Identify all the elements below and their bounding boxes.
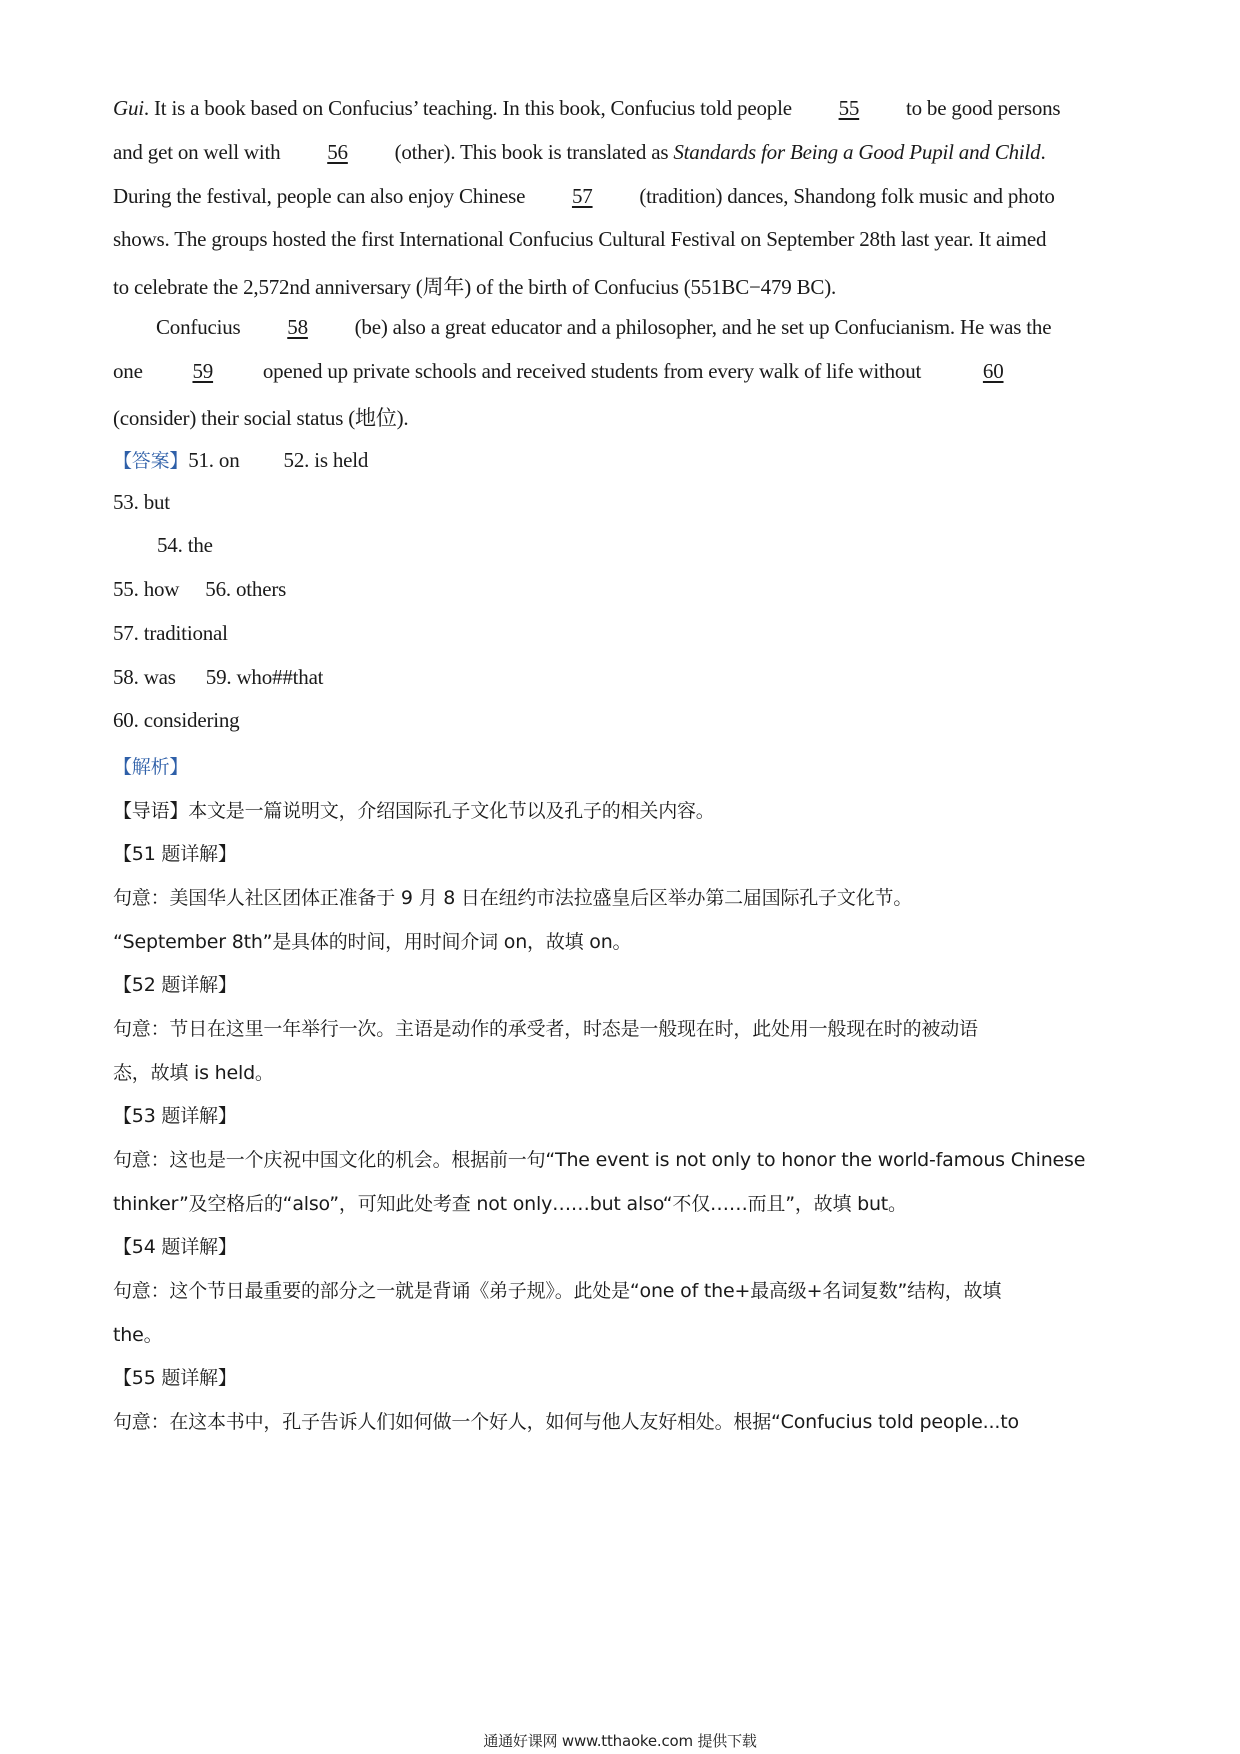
- passage-line-4: shows. The groups hosted the first International Confucius Cultural Festival on September 28th last year. It aimed: [113, 227, 1047, 251]
- answer-52: 52. is held: [283, 448, 369, 472]
- passage-line-3: [113, 184, 1055, 209]
- passage-line-5: to celebrate the 2,572nd anniversary (周年) of the birth of Confucius (551BC−479 BC).: [113, 275, 837, 299]
- text-span: (other). This book is translated as: [389, 140, 674, 164]
- passage-line-1: [113, 96, 1060, 121]
- q55-line-1: 句意：在这本书中，孔子告诉人们如何做一个好人，如何与他人友好相处。根据“Confucius told people...to: [113, 1411, 1019, 1433]
- q51-heading: 【51 题详解】: [113, 843, 237, 865]
- page-footer: 通通好课网 www.tthaoke.com 提供下载: [483, 1732, 757, 1750]
- blank-55: 55: [838, 96, 860, 120]
- q52-line-1: 句意：节日在这里一年举行一次。主语是动作的承受者，时态是一般现在时，此处用一般现在时的被动语: [113, 1018, 978, 1040]
- q53-line-1: 句意：这也是一个庆祝中国文化的机会。根据前一句“The event is not only to honor the world-famous Chinese: [113, 1149, 1086, 1171]
- q52-heading: 【52 题详解】: [113, 974, 237, 996]
- text-span: .: [1040, 140, 1046, 164]
- answer-55: 55. how: [113, 577, 180, 601]
- q53-line-2: thinker”及空格后的“also”，可知此处考查 not only……but also“不仅……而且”，故填 but。: [113, 1193, 907, 1215]
- text-span: (be) also a great educator and a philosopher, and he set up Confucianism. He was the: [349, 315, 1052, 339]
- text-span: During the festival, people can also enjoy Chinese: [113, 184, 531, 208]
- q53-heading: 【53 题详解】: [113, 1105, 237, 1127]
- passage-line-8: (consider) their social status (地位).: [113, 406, 409, 430]
- answer-53: 53. but: [113, 490, 170, 514]
- q55-heading: 【55 题详解】: [113, 1367, 237, 1389]
- passage-line-2: [113, 140, 1046, 165]
- answer-line-55-56: [113, 577, 286, 602]
- passage-line-7: [113, 359, 1060, 384]
- text-span: opened up private schools and received students from every walk of life without: [257, 359, 927, 383]
- answer-56: 56. others: [205, 577, 287, 601]
- blank-58: 58: [287, 315, 308, 339]
- q51-line-2: “September 8th”是具体的时间，用时间介词 on，故填 on。: [113, 931, 632, 953]
- analysis-label: 【解析】: [113, 756, 189, 778]
- text-span: one: [113, 359, 148, 383]
- text-span: Confucius: [156, 315, 246, 339]
- answer-58: 58. was: [113, 665, 176, 689]
- analysis-intro: 【导语】本文是一篇说明文，介绍国际孔子文化节以及孔子的相关内容。: [113, 800, 715, 822]
- q51-line-1: 句意：美国华人社区团体正准备于 9 月 8 日在纽约市法拉盛皇后区举办第二届国际孔子文化节。: [113, 887, 913, 909]
- blank-59: 59: [192, 359, 214, 383]
- passage-line-6: [156, 315, 1051, 340]
- text-span: and get on well with: [113, 140, 286, 164]
- book-title-fragment: Gui: [113, 96, 144, 120]
- answer-line-58-59: [113, 665, 323, 690]
- answer-line-1: [113, 446, 368, 473]
- blank-60: 60: [982, 359, 1004, 383]
- blank-57: 57: [571, 184, 593, 208]
- blank-56: 56: [327, 140, 348, 164]
- q54-heading: 【54 题详解】: [113, 1236, 237, 1258]
- answer-label: 【答案】: [113, 450, 189, 472]
- answer-57: 57. traditional: [113, 621, 228, 645]
- text-span: (tradition) dances, Shandong folk music and photo: [634, 184, 1055, 208]
- q54-line-1: 句意：这个节日最重要的部分之一就是背诵《弟子规》。此处是“one of the+最高级+名词复数”结构，故填: [113, 1280, 1002, 1302]
- answer-60: 60. considering: [113, 708, 240, 732]
- q54-line-2: the。: [113, 1324, 163, 1346]
- answer-51: 51. on: [188, 448, 240, 472]
- q52-line-2: 态，故填 is held。: [113, 1062, 274, 1084]
- answer-54: 54. the: [157, 533, 213, 557]
- book-title-english: Standards for Being a Good Pupil and Child: [673, 140, 1041, 164]
- answer-59: 59. who##that: [205, 665, 324, 689]
- text-span: . It is a book based on Confucius’ teaching. In this book, Confucius told people: [143, 96, 797, 120]
- text-span: to be good persons: [900, 96, 1061, 120]
